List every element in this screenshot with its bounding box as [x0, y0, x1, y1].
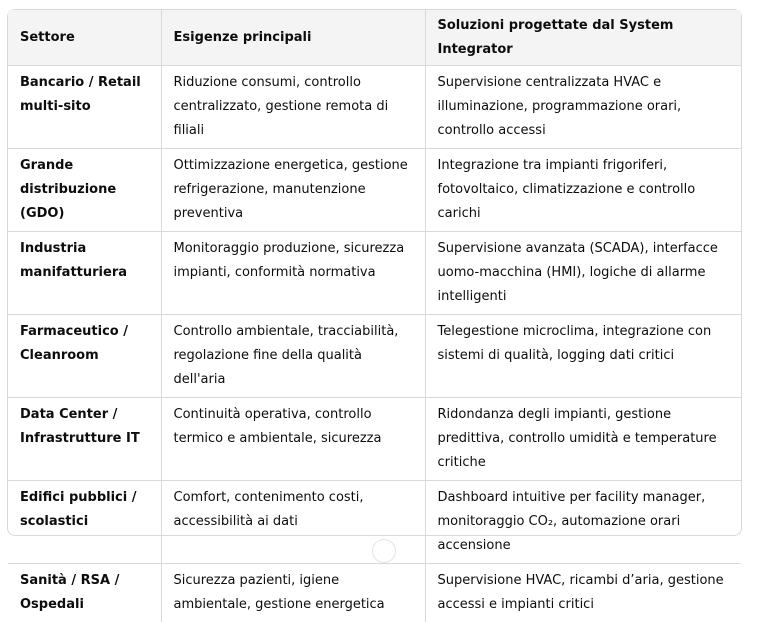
- sector-cell: Edifici pubblici / scolastici: [8, 481, 161, 564]
- needs-cell: Monitoraggio produzione, sicurezza impianti, conformità normativa: [161, 232, 425, 315]
- header-row: [8, 10, 741, 66]
- sector-cell: Data Center / Infrastrutture IT: [8, 398, 161, 481]
- sector-cell: Grande distribuzione (GDO): [8, 149, 161, 232]
- needs-cell: Continuità operativa, controllo termico e ambientale, sicurezza: [161, 398, 425, 481]
- needs-cell: Ottimizzazione energetica, gestione refrigerazione, manutenzione preventiva: [161, 149, 425, 232]
- sector-table: [8, 10, 741, 622]
- needs-cell: Sicurezza pazienti, igiene ambientale, gestione energetica: [161, 564, 425, 622]
- table-row: [8, 149, 741, 232]
- header-needs: Esigenze principali: [161, 10, 425, 66]
- sector-cell: Industria manifatturiera: [8, 232, 161, 315]
- solutions-cell: Supervisione HVAC, ricambi d’aria, gestione accessi e impianti critici: [425, 564, 741, 622]
- table-body: [8, 66, 741, 622]
- solutions-cell: Telegestione microclima, integrazione con sistemi di qualità, logging dati critici: [425, 315, 741, 398]
- table-row: [8, 564, 741, 622]
- needs-cell: Comfort, contenimento costi, accessibilità ai dati: [161, 481, 425, 564]
- table-row: [8, 398, 741, 481]
- table-row: [8, 66, 741, 149]
- table-row: [8, 232, 741, 315]
- needs-cell: Controllo ambientale, tracciabilità, regolazione fine della qualità dell'aria: [161, 315, 425, 398]
- solutions-cell: Supervisione avanzata (SCADA), interfacce uomo-macchina (HMI), logiche di allarme intelligenti: [425, 232, 741, 315]
- sector-cell: Sanità / RSA / Ospedali: [8, 564, 161, 622]
- solutions-cell: Ridondanza degli impianti, gestione predittiva, controllo umidità e temperature critiche: [425, 398, 741, 481]
- table-header: [8, 10, 741, 66]
- needs-cell: Riduzione consumi, controllo centralizzato, gestione remota di filiali: [161, 66, 425, 149]
- solutions-cell: Supervisione centralizzata HVAC e illuminazione, programmazione orari, controllo accessi: [425, 66, 741, 149]
- solutions-cell: Integrazione tra impianti frigoriferi, fotovoltaico, climatizzazione e controllo carichi: [425, 149, 741, 232]
- sector-table-container: [7, 9, 742, 536]
- header-solutions: Soluzioni progettate dal System Integrator: [425, 10, 741, 66]
- sector-cell: Bancario / Retail multi-sito: [8, 66, 161, 149]
- header-sector: Settore: [8, 10, 161, 66]
- solutions-cell: Dashboard intuitive per facility manager, monitoraggio CO₂, automazione orari accensione: [425, 481, 741, 564]
- table-row: [8, 315, 741, 398]
- sector-cell: Farmaceutico / Cleanroom: [8, 315, 161, 398]
- scroll-down-button[interactable]: [372, 539, 396, 563]
